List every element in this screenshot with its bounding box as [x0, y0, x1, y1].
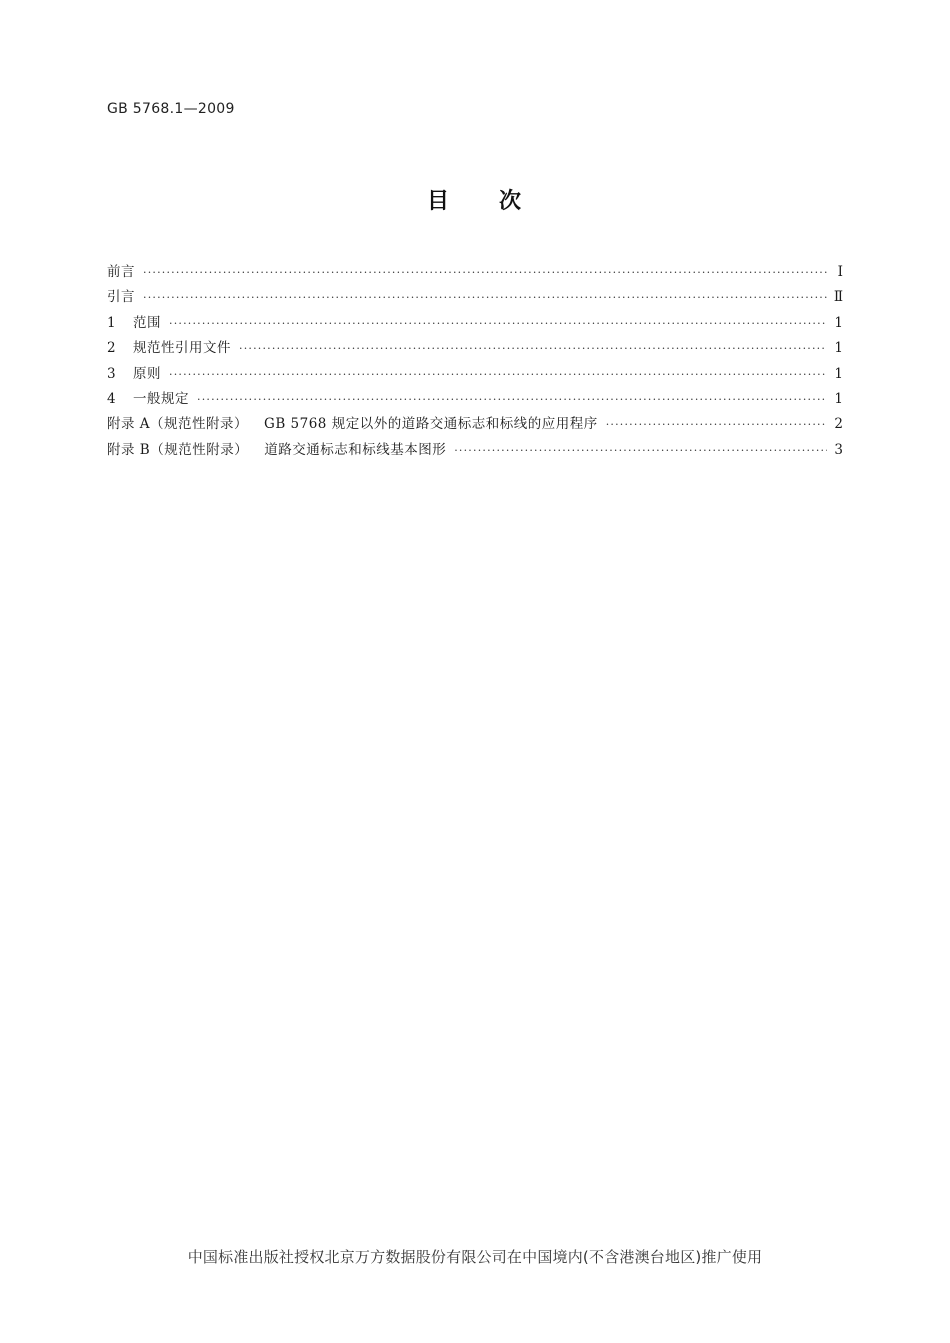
toc-entry-label — [107, 412, 598, 437]
toc-entry-page: 3 — [834, 441, 843, 458]
toc-entry-page: 1 — [834, 314, 843, 331]
annex-b-label: 附录 B（规范性附录） — [107, 441, 249, 458]
annex-a-title: GB 5768 规定以外的道路交通标志和标线的应用程序 — [264, 416, 598, 433]
annex-b-title: 道路交通标志和标线基本图形 — [264, 441, 447, 458]
toc-entry-scope[interactable] — [107, 311, 843, 336]
toc-title — [0, 184, 950, 215]
toc-entry-normative-references[interactable] — [107, 336, 843, 361]
dot-leader — [239, 336, 827, 361]
annex-a-label: 附录 A（规范性附录） — [107, 416, 249, 433]
toc-entry-label — [107, 438, 446, 463]
toc-entry-number: 2 — [107, 340, 116, 357]
toc-entry-page: Ⅰ — [837, 264, 843, 280]
copyright-footer: 中国标准出版社授权北京万方数据股份有限公司在中国境内(不含港澳台地区)推广使用 — [187, 1248, 763, 1266]
dot-leader — [606, 412, 827, 437]
toc-entry-label: 引言 — [107, 289, 135, 306]
toc-entry-page: Ⅱ — [833, 289, 843, 306]
toc-entry-label: 原则 — [133, 365, 161, 382]
toc-entry-page: 1 — [834, 390, 843, 407]
toc-entry-number: 3 — [107, 365, 116, 382]
document-code: GB 5768.1—2009 — [107, 101, 235, 117]
toc-entry-number: 1 — [107, 314, 116, 331]
toc-entry-page: 1 — [834, 340, 843, 357]
toc-entry-label: 一般规定 — [133, 390, 189, 407]
dot-leader — [169, 311, 827, 336]
toc-list — [107, 260, 843, 463]
toc-entry-annex-b[interactable] — [107, 438, 843, 463]
dot-leader — [143, 260, 827, 285]
dot-leader — [197, 387, 827, 412]
toc-entry-page: 2 — [834, 416, 843, 433]
toc-entry-general-provisions[interactable] — [107, 387, 843, 412]
dot-leader — [143, 285, 827, 310]
toc-entry-label: 前言 — [107, 264, 135, 280]
toc-entry-page: 1 — [834, 365, 843, 382]
toc-entry-introduction[interactable] — [107, 285, 843, 310]
toc-entry-number: 4 — [107, 390, 116, 407]
toc-title-part2: 次 — [499, 189, 524, 214]
toc-title-part1: 目 — [426, 189, 451, 214]
toc-entry-label: 范围 — [133, 314, 161, 331]
dot-leader — [454, 438, 827, 463]
toc-entry-annex-a[interactable] — [107, 412, 843, 437]
toc-entry-label: 规范性引用文件 — [133, 340, 231, 357]
toc-entry-preface[interactable] — [107, 260, 843, 285]
dot-leader — [169, 362, 827, 387]
toc-entry-principles[interactable] — [107, 362, 843, 387]
